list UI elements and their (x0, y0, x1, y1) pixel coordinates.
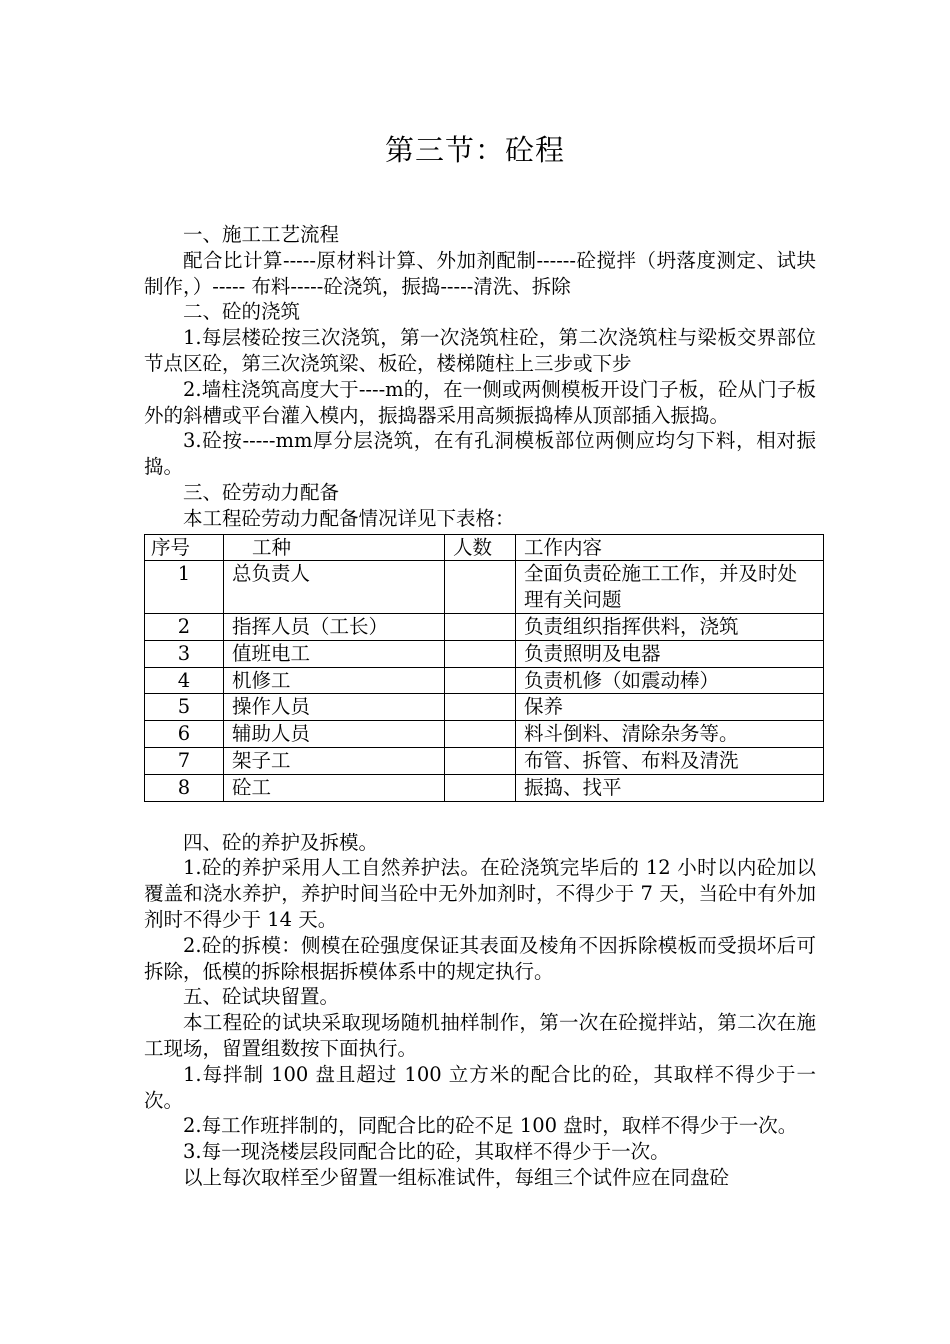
header-desc: 工作内容 (516, 534, 824, 561)
table-row (145, 667, 824, 694)
cell-desc: 负责照明及电器 (516, 640, 824, 667)
cell-type: 机修工 (224, 667, 445, 694)
labor-table (144, 534, 824, 802)
labor-table-wrapper (144, 534, 816, 802)
cell-num: 7 (145, 747, 224, 774)
cell-type: 砼工 (224, 774, 445, 801)
table-row (145, 640, 824, 667)
cell-desc: 布管、拆管、布料及清洗 (516, 747, 824, 774)
cell-type: 辅助人员 (224, 721, 445, 748)
paragraph-sampling-4: 以上每次取样至少留置一组标准试件，每组三个试件应在同盘砼 (183, 1165, 730, 1189)
cell-desc: 保养 (516, 694, 824, 721)
paragraph-curing-2: 2.砼的拆模：侧模在砼强度保证其表面及棱角不因拆除模板而受损坏后可拆除，低模的拆除根据拆模体系中的规定执行。 (144, 933, 816, 983)
cell-desc: 负责组织指挥供料，浇筑 (516, 613, 824, 640)
paragraph-process-flow: 配合比计算-----原材料计算、外加剂配制------砼搅拌（坍落度测定、试块制作，）----- 布料-----砼浇筑，振捣-----清洗、拆除 (144, 248, 816, 298)
table-row (145, 561, 824, 614)
cell-num: 2 (145, 613, 224, 640)
table-header-row (145, 534, 824, 561)
cell-count (445, 694, 516, 721)
section-heading-3: 三、砼劳动力配备 (183, 480, 340, 504)
cell-count (445, 774, 516, 801)
cell-count (445, 613, 516, 640)
cell-desc: 全面负责砼施工工作，并及时处理有关问题 (516, 561, 824, 614)
document-body (144, 222, 816, 1191)
paragraph-pouring-3: 3.砼按-----mm厚分层浇筑，在有孔洞模板部位两侧应均匀下料，相对振捣。 (144, 429, 816, 479)
cell-desc: 料斗倒料、清除杂务等。 (516, 721, 824, 748)
paragraph-sampling-intro: 本工程砼的试块采取现场随机抽样制作，第一次在砼搅拌站，第二次在施工现场，留置组数按下面执行。 (144, 1011, 816, 1060)
header-type: 工种 (224, 534, 445, 561)
cell-count (445, 721, 516, 748)
cell-type: 总负责人 (224, 561, 445, 614)
paragraph-sampling-1: 1.每拌制 100 盘且超过 100 立方米的配合比的砼，其取样不得少于一次。 (144, 1062, 816, 1112)
cell-num: 5 (145, 694, 224, 721)
table-row (145, 721, 824, 748)
cell-desc: 负责机修（如震动棒） (516, 667, 824, 694)
cell-count (445, 667, 516, 694)
paragraph-pouring-1: 1.每层楼砼按三次浇筑，第一次浇筑柱砼，第二次浇筑柱与梁板交界部位节点区砼，第三次浇筑梁、板砼，楼梯随柱上三步或下步 (144, 326, 816, 375)
cell-num: 6 (145, 721, 224, 748)
cell-count (445, 640, 516, 667)
paragraph-labor-intro: 本工程砼劳动力配备情况详见下表格： (183, 506, 515, 530)
cell-type: 指挥人员（工长） (224, 613, 445, 640)
cell-type: 操作人员 (224, 694, 445, 721)
table-row (145, 694, 824, 721)
section-heading-4: 四、砼的养护及拆模。 (183, 830, 379, 854)
table-row (145, 747, 824, 774)
cell-type: 架子工 (224, 747, 445, 774)
cell-num: 1 (145, 561, 224, 614)
paragraph-curing-1: 1.砼的养护采用人工自然养护法。在砼浇筑完毕后的 12 小时以内砼加以覆盖和浇水养护，养护时间当砼中无外加剂时，不得少于 7 天，当砼中有外加剂时不得少于 14 天。 (144, 856, 816, 931)
section-heading-2: 二、砼的浇筑 (183, 300, 301, 324)
cell-type: 值班电工 (224, 640, 445, 667)
paragraph-pouring-2: 2.墙柱浇筑高度大于----m的，在一侧或两侧模板开设门子板，砼从门子板外的斜槽或平台灌入模内，振捣器采用高频振捣棒从顶部插入振捣。 (144, 377, 816, 427)
cell-desc: 振捣、找平 (516, 774, 824, 801)
header-num: 序号 (145, 534, 224, 561)
section-heading-5: 五、砼试块留置。 (183, 985, 340, 1009)
cell-count (445, 747, 516, 774)
page-title: 第三节：砼程 (384, 133, 565, 167)
paragraph-sampling-2: 2.每工作班拌制的，同配合比的砼不足 100 盘时，取样不得少于一次。 (183, 1114, 798, 1138)
table-row (145, 613, 824, 640)
cell-num: 8 (145, 774, 224, 801)
header-count: 人数 (445, 534, 516, 561)
section-heading-1: 一、施工工艺流程 (183, 223, 340, 246)
cell-num: 3 (145, 640, 224, 667)
cell-count (445, 561, 516, 614)
paragraph-sampling-3: 3.每一现浇楼层段同配合比的砼，其取样不得少于一次。 (183, 1140, 670, 1164)
table-row (145, 774, 824, 801)
cell-num: 4 (145, 667, 224, 694)
